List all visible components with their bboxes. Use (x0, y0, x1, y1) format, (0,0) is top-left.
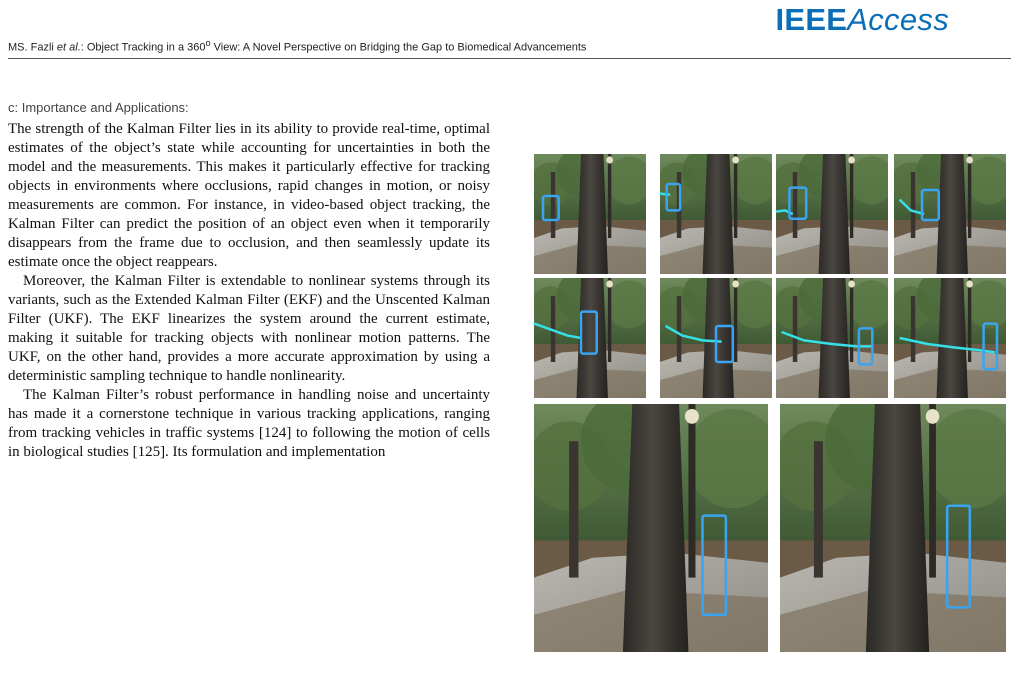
tracking-frame (773, 392, 1012, 652)
tracking-frame (891, 272, 1012, 398)
tracking-frame (773, 150, 894, 274)
tracking-frame (532, 272, 652, 398)
paragraph-1: The strength of the Kalman Filter lies in its ability to provide real-time, optimal estimates of the object’s state while accounting for uncertainties in both the model and the measurements. This makes it particularly effective for tracking objects in environments where occlusions, rapid changes in motion, or noisy measurements are common. For instance, in video-based object tracking, the Kalman Filter can predict the position of an object even when it temporarily disappears from the frame due to occlusion, and then seamlessly update its estimate once the object reappears. (8, 121, 490, 270)
subsection-heading: c: Importance and Applications: (8, 100, 189, 115)
paragraph-2: Moreover, the Kalman Filter is extendable to nonlinear systems through its variants, such as the Extended Kalman Filter (EKF) and the Unscented Kalman Filter (UKF). The EKF linearizes the system around the current estimate, making it suitable for tracking objects with nonlinear motion patterns. The UKF, on the other hand, provides a more accurate approximation by using a deterministic sampling technique to handle nonlinearity. (8, 273, 490, 384)
running-et-al: et al. (56, 41, 81, 54)
tracking-figure (532, 150, 1012, 656)
running-title-prefix: : Object Tracking in a 360 (80, 41, 206, 54)
tracking-frame (532, 392, 780, 652)
trajectory-line (660, 194, 670, 195)
text-column (8, 120, 490, 462)
logo-ieee: IEEE (775, 2, 848, 37)
tracking-frame (657, 272, 778, 398)
tracking-frame (657, 150, 778, 274)
frames-layer (532, 150, 1012, 652)
header-rule (8, 58, 1011, 59)
logo-access: Access (847, 2, 949, 37)
tracking-frame (891, 150, 1012, 274)
paragraph-3: The Kalman Filter’s robust performance in handling noise and uncertainty has made it a cornerstone technique in various tracking applications, ranging from tracking vehicles in traffic systems [124] to following the motion of cells in biological studies [125]. Its formulation and implementation (8, 387, 490, 460)
tracking-frame (773, 272, 894, 398)
running-title-sup: o (205, 38, 211, 48)
running-title-suffix: View: A Novel Perspective on Bridging the Gap to Biomedical Advancements (210, 41, 587, 54)
ieee-access-logo (775, 2, 949, 38)
running-header (8, 38, 1008, 54)
tracking-frame (532, 150, 652, 274)
running-authors: MS. Fazli (8, 41, 54, 54)
tracking-figure-grid (532, 150, 1012, 656)
